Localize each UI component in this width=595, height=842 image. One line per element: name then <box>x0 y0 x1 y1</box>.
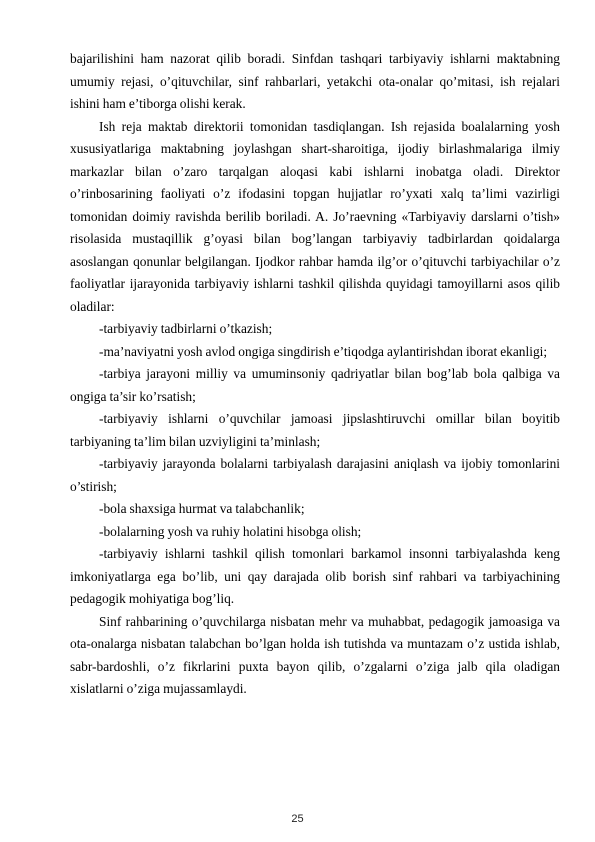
list-item: -bola shaxsiga hurmat va talabchanlik; <box>99 501 305 516</box>
paragraph: Ish reja maktab direktorii tomonidan tasdiqlangan. Ish rejasida boalalarning yosh xususiyatlariga maktabning joylashgan shart-sharoitiga, ijodiy birlashmalariga ilmiy markazlar bilan o’zaro tarqalgan aloqasi kabi ishlarni inobatga oladi. Direktor o’rinbosarining faoliyati o’z ifodasini topgan hujjatlar ro’yxati xalq ta’limi vazirligi tomonidan doimiy ravishda berilib boriladi. A. Jo’raevning «Tarbiyaviy darslarni o’tish» risolasida mustaqillik g’oyasi bilan bog’langan tarbiyaviy tadbirlardan qoidalarga asoslangan qonunlar belgilangan. Ijodkor rahbar hamda ilg’or o’qituvchi tarbiyachilar o’z faoliyatlar ijarayonida tarbiyaviy ishlarni tashkil qilishda quyidagi tamoyillarni asos qilib oladilar: <box>70 118 560 314</box>
page-number: 25 <box>291 813 304 825</box>
list-item: -bolalarning yosh va ruhiy holatini hisobga olish; <box>99 523 362 539</box>
document-page <box>70 48 560 701</box>
list-item: -tarbiyaviy ishlarni o’quvchilar jamoasi jipslashtiruvchi omillar bilan boyitib tarbiyaning ta’lim bilan uzviyligini ta’minlash; <box>70 411 560 449</box>
paragraph: Sinf rahbarining o’quvchilarga nisbatan mehr va muhabbat, pedagogik jamoasiga va ota-onalarga nisbatan talabchan bo’lgan holda ish tutishda va muntazam o’z ustida ishlab, sabr-bardoshli, o’z fikrlarini puxta bayon qilib, o’zgalarni o’ziga jalb qila oladigan xislatlarni o’ziga mujassamlaydi. <box>70 613 560 696</box>
list-item: -tarbiyaviy jarayonda bolalarni tarbiyalash darajasini aniqlash va ijobiy tomonlarini o’stirish; <box>70 456 560 494</box>
paragraph: bajarilishini ham nazorat qilib boradi. Sinfdan tashqari tarbiyaviy ishlarni maktabning umumiy rejasi, o’qituvchilar, sinf rahbarlari, yetakchi ota-onalar qo’mitasi, ish rejalari ishini ham e’tiborga olishi kerak. <box>70 51 560 111</box>
list-item: -tarbiya jarayoni milliy va umuminsoniy qadriyatlar bilan bog’lab bola qalbiga va ongiga ta’sir ko’rsatish; <box>70 366 560 404</box>
list-item: -ma’naviyatni yosh avlod ongiga singdirish e’tiqodga aylantirishdan iborat ekanligi; <box>99 343 548 359</box>
list-item: -tarbiyaviy ishlarni tashkil qilish tomonlari barkamol insonni tarbiyalashda keng imkoniyatlarga ega bo’lib, uni qay darajada olib borish sinf rahbari va tarbiyachining pedagogik mohiyatiga bog’liq. <box>70 546 560 606</box>
list-item: -tarbiyaviy tadbirlarni o’tkazish; <box>99 321 273 336</box>
